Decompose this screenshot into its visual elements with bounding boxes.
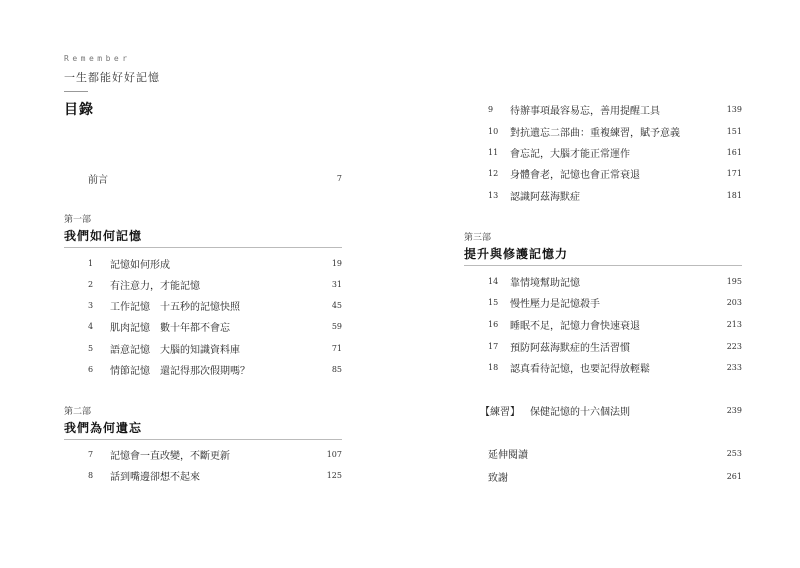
toc-entry-chapter-7[interactable]	[88, 447, 230, 461]
toc-entry-chapter-12[interactable]	[488, 166, 640, 180]
chapter-number: 13	[488, 190, 499, 200]
chapter-title: 肌肉記憶 數十年都不會忘	[110, 322, 230, 334]
part-2-title: 我們為何遺忘	[64, 421, 143, 435]
chapter-title: 情節記憶 還記得那次假期嗎？	[110, 365, 250, 377]
chapter-number: 12	[488, 168, 499, 178]
part-1-label: 第一部	[64, 215, 92, 225]
chapter-page: 203	[726, 298, 742, 307]
chapter-page: 181	[726, 191, 742, 200]
chapter-title: 慢性壓力是記憶殺手	[510, 298, 600, 310]
chapter-page: 45	[331, 301, 342, 310]
chapter-number: 2	[88, 279, 94, 289]
chapter-page: 223	[726, 342, 742, 351]
toc-entry-chapter-8[interactable]	[88, 468, 200, 482]
chapter-number: 9	[488, 104, 494, 114]
chapter-number: 15	[488, 297, 499, 307]
chapter-page: 31	[331, 280, 342, 289]
further-reading-title: 延伸閱讀	[488, 449, 528, 461]
part-3-divider	[464, 265, 742, 266]
chapter-page: 125	[326, 471, 342, 480]
acknowledgments-page: 261	[726, 472, 742, 481]
part-2-label: 第二部	[64, 407, 92, 417]
further-reading-page: 253	[726, 449, 742, 458]
chapter-page: 19	[331, 259, 342, 268]
exercise-label: 【練習】	[480, 406, 520, 418]
toc-entry-chapter-9[interactable]	[488, 102, 660, 116]
chapter-number: 14	[488, 276, 499, 286]
chapter-title: 語意記憶 大腦的知識資料庫	[110, 344, 240, 356]
series-title-english: Remember	[64, 54, 131, 63]
preface-page: 7	[336, 174, 342, 183]
chapter-number: 8	[88, 470, 94, 480]
part-1-divider	[64, 247, 342, 248]
part-3-title: 提升與修護記憶力	[464, 247, 569, 261]
chapter-title: 話到嘴邊卻想不起來	[110, 471, 200, 483]
toc-entry-exercise[interactable]	[480, 403, 630, 417]
chapter-page: 71	[331, 344, 342, 353]
exercise-title: 保健記憶的十六個法則	[530, 406, 630, 418]
toc-entry-chapter-10[interactable]	[488, 124, 680, 138]
chapter-title: 記憶會一直改變，不斷更新	[110, 450, 230, 462]
toc-entry-further-reading[interactable]	[488, 446, 528, 460]
chapter-title: 對抗遺忘二部曲：重複練習，賦予意義	[510, 127, 680, 139]
chapter-number: 10	[488, 126, 499, 136]
toc-entry-chapter-6[interactable]	[88, 362, 250, 376]
toc-entry-chapter-18[interactable]	[488, 360, 650, 374]
chapter-page: 59	[331, 322, 342, 331]
toc-entry-chapter-3[interactable]	[88, 298, 240, 312]
series-divider	[64, 91, 88, 92]
chapter-title: 記憶如何形成	[110, 259, 170, 271]
chapter-number: 11	[488, 147, 499, 157]
toc-entry-chapter-1[interactable]	[88, 256, 170, 270]
chapter-title: 預防阿茲海默症的生活習慣	[510, 342, 630, 354]
chapter-page: 107	[326, 450, 342, 459]
toc-entry-preface[interactable]	[88, 171, 108, 185]
chapter-title: 工作記憶 十五秒的記憶快照	[110, 301, 240, 313]
toc-entry-chapter-11[interactable]	[488, 145, 630, 159]
chapter-number: 7	[88, 449, 94, 459]
chapter-page: 85	[331, 365, 342, 374]
chapter-title: 認識阿茲海默症	[510, 191, 580, 203]
chapter-title: 待辦事項最容易忘，善用提醒工具	[510, 105, 660, 117]
toc-entry-chapter-14[interactable]	[488, 274, 580, 288]
chapter-number: 4	[88, 321, 94, 331]
part-2-divider	[64, 439, 342, 440]
chapter-number: 3	[88, 300, 94, 310]
toc-entry-chapter-15[interactable]	[488, 295, 600, 309]
acknowledgments-title: 致謝	[488, 472, 508, 484]
chapter-title: 睡眠不足，記憶力會快速衰退	[510, 320, 640, 332]
preface-title: 前言	[88, 174, 108, 186]
chapter-title: 有注意力，才能記憶	[110, 280, 200, 292]
chapter-page: 139	[726, 105, 742, 114]
toc-entry-chapter-5[interactable]	[88, 341, 240, 355]
chapter-number: 16	[488, 319, 499, 329]
chapter-number: 1	[88, 258, 94, 268]
chapter-page: 151	[726, 127, 742, 136]
toc-entry-chapter-2[interactable]	[88, 277, 200, 291]
chapter-number: 17	[488, 341, 499, 351]
chapter-page: 195	[726, 277, 742, 286]
chapter-page: 213	[726, 320, 742, 329]
toc-entry-chapter-17[interactable]	[488, 339, 630, 353]
chapter-title: 靠情境幫助記憶	[510, 277, 580, 289]
chapter-page: 171	[726, 169, 742, 178]
toc-entry-chapter-4[interactable]	[88, 319, 230, 333]
chapter-number: 6	[88, 364, 94, 374]
toc-entry-acknowledgments[interactable]	[488, 469, 508, 483]
chapter-title: 會忘記，大腦才能正常運作	[510, 148, 630, 160]
part-3-label: 第三部	[464, 233, 492, 243]
chapter-number: 5	[88, 343, 94, 353]
chapter-page: 161	[726, 148, 742, 157]
chapter-title: 認真看待記憶，也要記得放輕鬆	[510, 363, 650, 375]
exercise-page: 239	[726, 406, 742, 415]
chapter-title: 身體會老，記憶也會正常衰退	[510, 169, 640, 181]
chapter-page: 233	[726, 363, 742, 372]
toc-title: 目錄	[64, 102, 94, 118]
part-1-title: 我們如何記憶	[64, 229, 143, 243]
chapter-number: 18	[488, 362, 499, 372]
series-title-chinese: 一生都能好好記憶	[64, 71, 160, 84]
toc-entry-chapter-13[interactable]	[488, 188, 580, 202]
toc-entry-chapter-16[interactable]	[488, 317, 640, 331]
